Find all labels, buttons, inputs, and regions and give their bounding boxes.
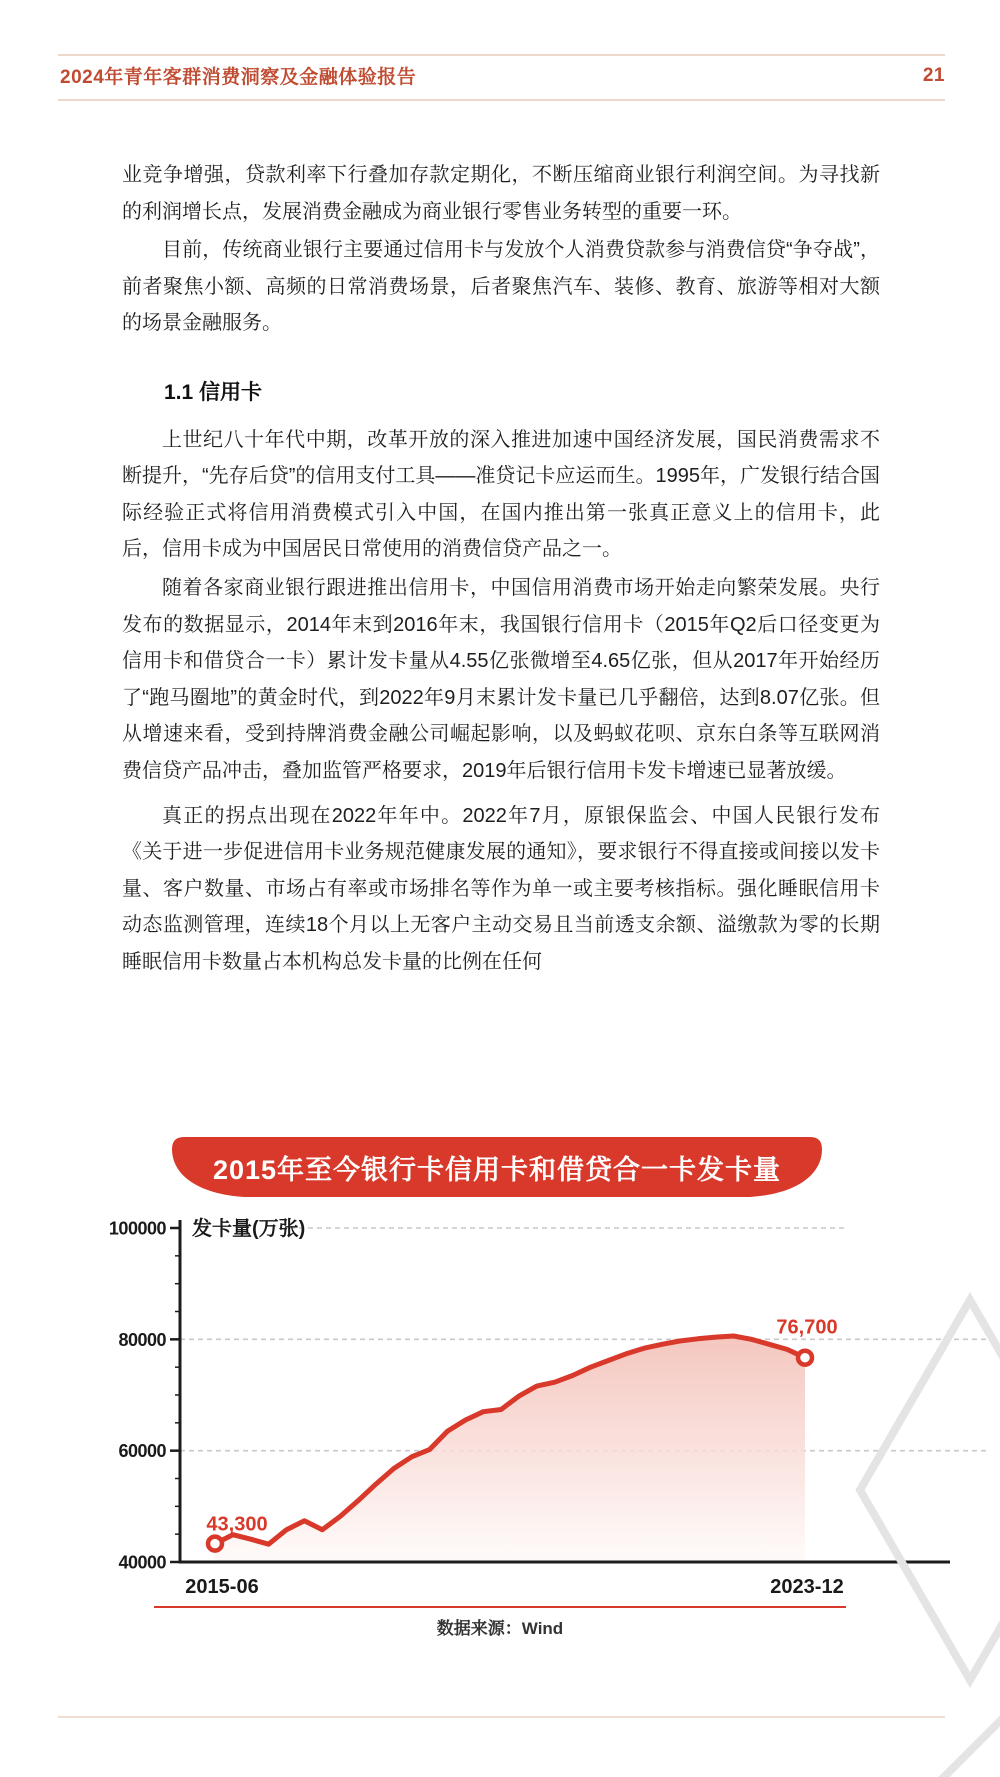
svg-text:100000: 100000 [108, 1218, 166, 1239]
chart-source: 数据来源：Wind [436, 1619, 564, 1638]
header-rule-bottom [58, 99, 945, 101]
chart-title: 2015年至今银行卡信用卡和借贷合一卡发卡量 [212, 1154, 782, 1185]
diamond-outline-corner [904, 1716, 1000, 1777]
svg-text:60000: 60000 [118, 1441, 166, 1462]
card-issuance-line-chart [90, 1160, 990, 1610]
report-title: 2024年青年客群消费洞察及金融体验报告 [60, 67, 417, 88]
paragraph: 业竞争增强，贷款利率下行叠加存款定期化，不断压缩商业银行利润空间。为寻找新的利润增长点，发展消费金融成为商业银行零售业务转型的重要一环。 [122, 164, 880, 223]
page-header [60, 62, 945, 89]
footer-rule [58, 1716, 945, 1718]
header-rule-top [58, 54, 945, 56]
svg-text:发卡量(万张): 发卡量(万张) [192, 1218, 306, 1240]
svg-text:40000: 40000 [118, 1552, 166, 1573]
svg-text:76,700: 76,700 [776, 1316, 838, 1339]
paragraph: 真正的拐点出现在2022年年中。2022年7月，原银保监会、中国人民银行发布《关于进一步促进信用卡业务规范健康发展的通知》，要求银行不得直接或间接以发卡量、客户数量、市场占有率或市场排名等作为单一或主要考核指标。强化睡眠信用卡动态监测管理，连续18个月以上无客户主动交易且当前透支余额、溢缴款为零的长期睡眠信用卡数量占本机构总发卡量的比例在任何 [122, 804, 880, 973]
page-number: 21 [922, 64, 945, 86]
chart-source-divider [154, 1606, 846, 1608]
svg-text:43,300: 43,300 [206, 1513, 268, 1536]
paragraph: 随着各家商业银行跟进推出信用卡，中国信用消费市场开始走向繁荣发展。央行发布的数据显示，2014年末到2016年末，我国银行信用卡（2015年Q2后口径变更为信用卡和借贷合一卡）累计发卡量从4.55亿张微增至4.65亿张，但从2017年开始经历了“跑马圈地”的黄金时代，到2022年9月末累计发卡量已几乎翻倍，达到8.07亿张。但从增速来看，受到持牌消费金融公司崛起影响，以及蚂蚁花呗、京东白条等互联网消费信贷产品冲击，叠加监管严格要求，2019年后银行信用卡发卡增速已显著放缓。 [122, 576, 880, 782]
body-text [122, 157, 880, 980]
paragraph: 目前，传统商业银行主要通过信用卡与发放个人消费贷款参与消费信贷“争夺战”，前者聚焦小额、高频的日常消费场景，后者聚焦汽车、装修、教育、旅游等相对大额的场景金融服务。 [122, 239, 880, 335]
paragraph: 上世纪八十年代中期，改革开放的深入推进加速中国经济发展，国民消费需求不断提升，“先存后贷”的信用支付工具——准贷记卡应运而生。1995年，广发银行结合国际经验正式将信用消费模式引入中国，在国内推出第一张真正意义上的信用卡，此后，信用卡成为中国居民日常使用的消费信贷产品之一。 [122, 428, 880, 561]
section-heading: 1.1 信用卡 [164, 380, 263, 404]
svg-text:80000: 80000 [118, 1329, 166, 1350]
svg-text:2015-06: 2015-06 [185, 1576, 259, 1598]
svg-text:2023-12: 2023-12 [770, 1576, 844, 1598]
